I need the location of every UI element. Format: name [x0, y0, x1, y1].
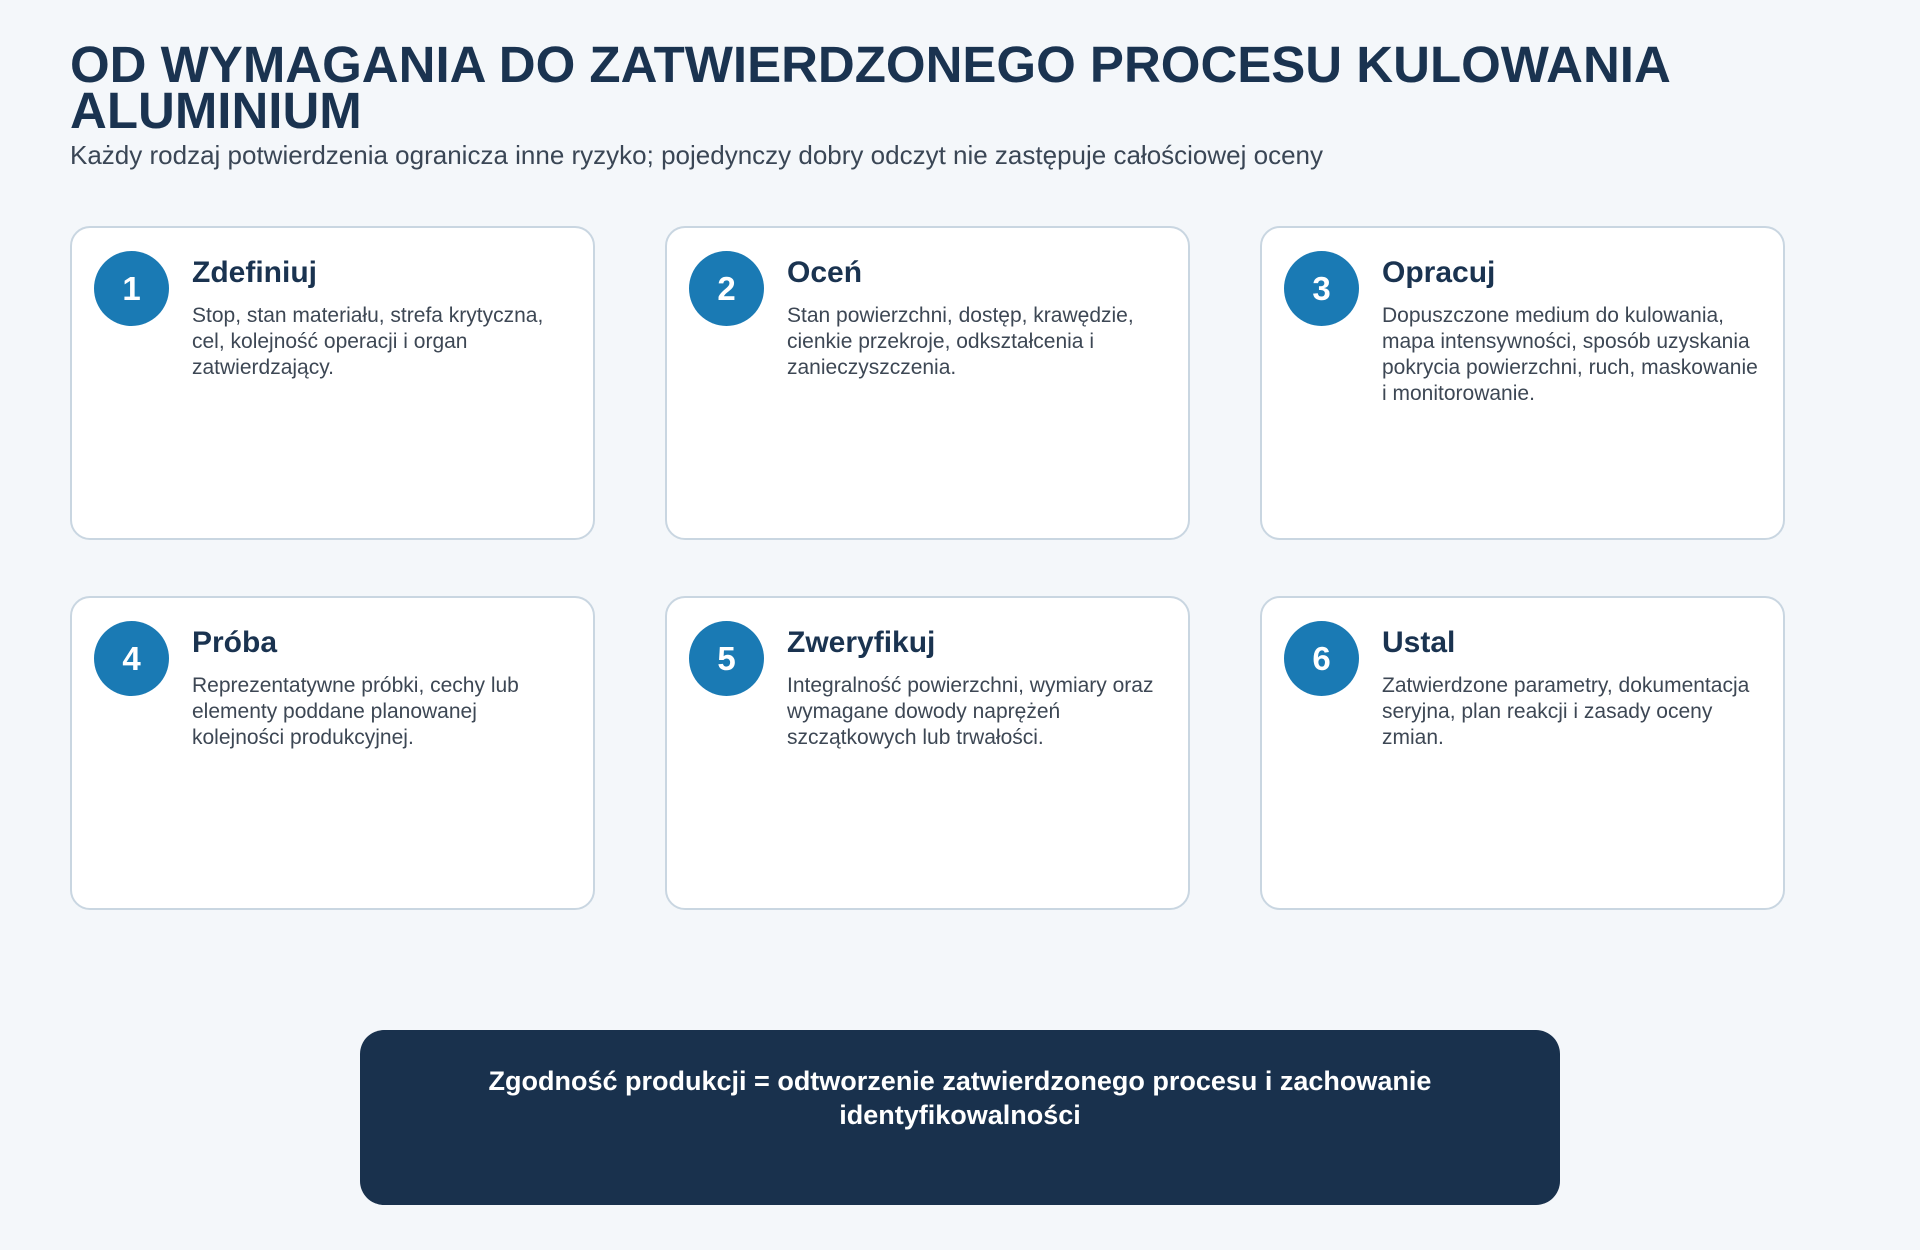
step-number-badge: 5: [689, 621, 764, 696]
step-title: Oceń: [787, 256, 863, 289]
summary-box: [360, 1030, 1560, 1205]
step-title: Próba: [192, 626, 278, 659]
step-card-4: [70, 596, 595, 910]
step-number-badge: 6: [1284, 621, 1359, 696]
page-subtitle: Każdy rodzaj potwierdzenia ogranicza inne ryzyko; pojedynczy dobry odczyt nie zastępuje całościowej oceny: [70, 140, 1324, 170]
step-card-5: [665, 596, 1190, 910]
step-card-6: [1260, 596, 1785, 910]
step-description: Stan powierzchni, dostęp, krawędzie, cienkie przekroje, odkształcenia i zanieczyszczenia.: [787, 304, 1134, 379]
step-number-badge: 2: [689, 251, 764, 326]
summary-text: Zgodność produkcji = odtworzenie zatwierdzonego procesu i zachowanie identyfikowalności: [488, 1066, 1432, 1130]
step-card-3: [1260, 226, 1785, 540]
step-card-2: [665, 226, 1190, 540]
step-description: Zatwierdzone parametry, dokumentacja seryjna, plan reakcji i zasady oceny zmian.: [1382, 674, 1750, 749]
step-card-1: [70, 226, 595, 540]
step-number-badge: 3: [1284, 251, 1359, 326]
step-title: Ustal: [1382, 626, 1456, 659]
step-description: Reprezentatywne próbki, cechy lub elementy poddane planowanej kolejności produkcyjnej.: [192, 674, 519, 749]
step-title: Zdefiniuj: [192, 256, 317, 289]
step-description: Integralność powierzchni, wymiary oraz wymagane dowody naprężeń szczątkowych lub trwałości.: [787, 674, 1154, 749]
step-title: Opracuj: [1382, 256, 1496, 289]
step-description: Stop, stan materiału, strefa krytyczna, cel, kolejność operacji i organ zatwierdzający.: [192, 304, 544, 379]
step-number-badge: 1: [94, 251, 169, 326]
step-title: Zweryfikuj: [787, 626, 936, 659]
step-number-badge: 4: [94, 621, 169, 696]
page-title: OD WYMAGANIA DO ZATWIERDZONEGO PROCESU KULOWANIA ALUMINIUM: [70, 36, 1669, 139]
step-description: Dopuszczone medium do kulowania, mapa intensywności, sposób uzyskania pokrycia powierzchni, ruch, maskowanie i monitorowanie.: [1382, 304, 1758, 405]
